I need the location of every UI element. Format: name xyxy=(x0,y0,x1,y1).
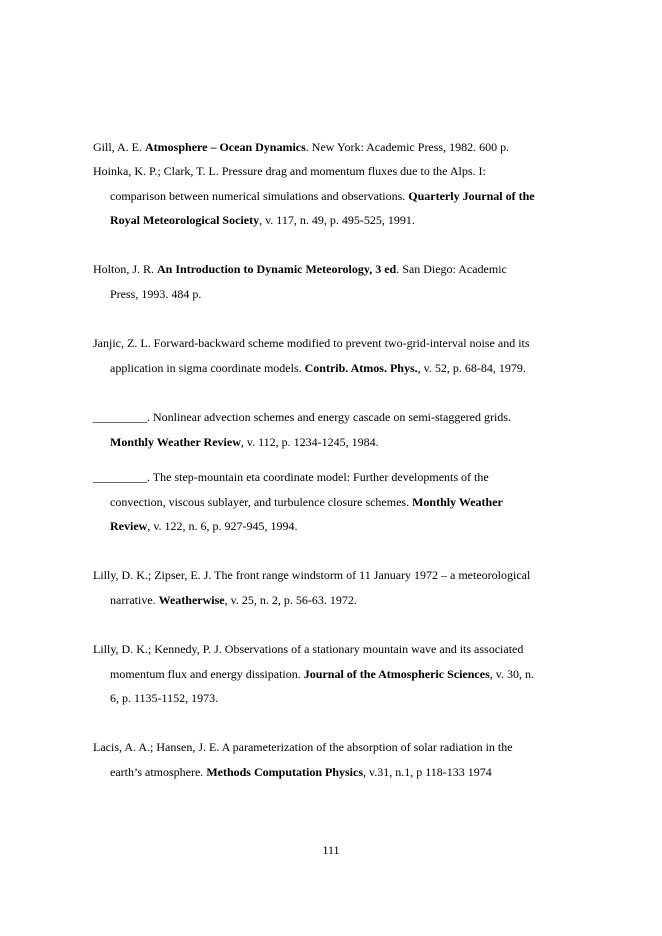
reference-entry xyxy=(93,637,563,711)
reference-text: comparison between numerical simulations and observations. xyxy=(110,188,409,203)
reference-text: _________. The step-mountain eta coordinate model: Further developments of the xyxy=(93,470,489,484)
reference-text: narrative. xyxy=(110,592,159,607)
reference-line xyxy=(93,430,563,455)
reference-text: Lilly, D. K.; Kennedy, P. J. Observations of a stationary mountain wave and its associated xyxy=(93,642,524,656)
reference-line xyxy=(93,662,563,687)
reference-line xyxy=(93,760,563,785)
reference-line xyxy=(93,282,563,307)
reference-text: momentum flux and energy dissipation. xyxy=(110,666,304,681)
reference-line xyxy=(93,405,563,430)
reference-line xyxy=(93,490,563,515)
reference-text: earth’s atmosphere. xyxy=(110,764,207,779)
reference-text: , v.31, n.1, p 118-133 1974 xyxy=(363,764,492,779)
reference-entry xyxy=(93,563,563,612)
reference-line xyxy=(93,735,563,760)
reference-source-title: Review xyxy=(110,519,148,533)
reference-entry xyxy=(93,405,563,454)
reference-entry xyxy=(93,331,563,380)
reference-line xyxy=(93,588,563,613)
reference-source-title: Weatherwise xyxy=(158,592,225,607)
reference-source-title: Quarterly Journal of the xyxy=(408,188,535,203)
reference-entry xyxy=(93,159,563,233)
reference-line xyxy=(93,465,563,490)
reference-text: Hoinka, K. P.; Clark, T. L. Pressure drag and momentum fluxes due to the Alps. I: xyxy=(93,164,486,178)
reference-text: Gill, A. E. xyxy=(93,140,146,154)
reference-line xyxy=(93,257,563,282)
reference-text: , v. 25, n. 2, p. 56-63. 1972. xyxy=(224,592,357,607)
page-number: 111 xyxy=(322,843,340,857)
reference-source-title: Contrib. Atmos. Phys. xyxy=(304,360,418,375)
reference-entry xyxy=(93,135,563,160)
reference-source-title: Monthly Weather xyxy=(412,494,503,509)
reference-text: , v. 112, p. 1234-1245, 1984. xyxy=(240,434,379,449)
reference-text: Press, 1993. 484 p. xyxy=(110,286,202,301)
reference-text: . New York: Academic Press, 1982. 600 p. xyxy=(305,140,510,154)
reference-source-title: Journal of the Atmospheric Sciences xyxy=(303,666,490,681)
reference-text: application in sigma coordinate models. xyxy=(110,360,305,375)
reference-text: convection, viscous sublayer, and turbulence closure schemes. xyxy=(110,494,413,509)
reference-text: , v. 52, p. 68-84, 1979. xyxy=(417,360,526,375)
reference-text: , v. 117, n. 49, p. 495-525, 1991. xyxy=(259,213,415,227)
reference-entry xyxy=(93,257,563,306)
reference-text: Janjic, Z. L. Forward-backward scheme modified to prevent two-grid-interval noise and its xyxy=(93,336,530,350)
reference-line xyxy=(93,159,563,184)
reference-line xyxy=(93,563,563,588)
reference-text: , v. 122, n. 6, p. 927-945, 1994. xyxy=(147,519,298,533)
reference-source-title: An Introduction to Dynamic Meteorology, 3 ed xyxy=(157,262,397,276)
reference-entry xyxy=(93,735,563,784)
reference-line xyxy=(93,135,563,160)
reference-text: , v. 30, n. xyxy=(489,666,534,681)
reference-source-title: Methods Computation Physics xyxy=(206,764,363,779)
reference-text: . San Diego: Academic xyxy=(396,262,507,276)
reference-entry xyxy=(93,465,563,539)
reference-line xyxy=(93,184,563,209)
reference-text: Holton, J. R. xyxy=(93,262,158,276)
reference-text: 6, p. 1135-1152, 1973. xyxy=(110,691,219,705)
reference-text: Lilly, D. K.; Zipser, E. J. The front range windstorm of 11 January 1972 – a meteorological xyxy=(93,568,531,582)
reference-line xyxy=(93,208,563,233)
reference-text: _________. Nonlinear advection schemes and energy cascade on semi-staggered grids. xyxy=(93,410,511,424)
reference-line xyxy=(93,637,563,662)
reference-source-title: Monthly Weather Review xyxy=(110,434,241,449)
reference-text: Lacis, A. A.; Hansen, J. E. A parameterization of the absorption of solar radiation in the xyxy=(93,740,513,754)
reference-line xyxy=(93,514,563,539)
reference-source-title: Royal Meteorological Society xyxy=(110,213,260,227)
reference-line xyxy=(93,331,563,356)
reference-line xyxy=(93,686,563,711)
reference-source-title: Atmosphere – Ocean Dynamics xyxy=(145,140,306,154)
reference-line xyxy=(93,356,563,381)
